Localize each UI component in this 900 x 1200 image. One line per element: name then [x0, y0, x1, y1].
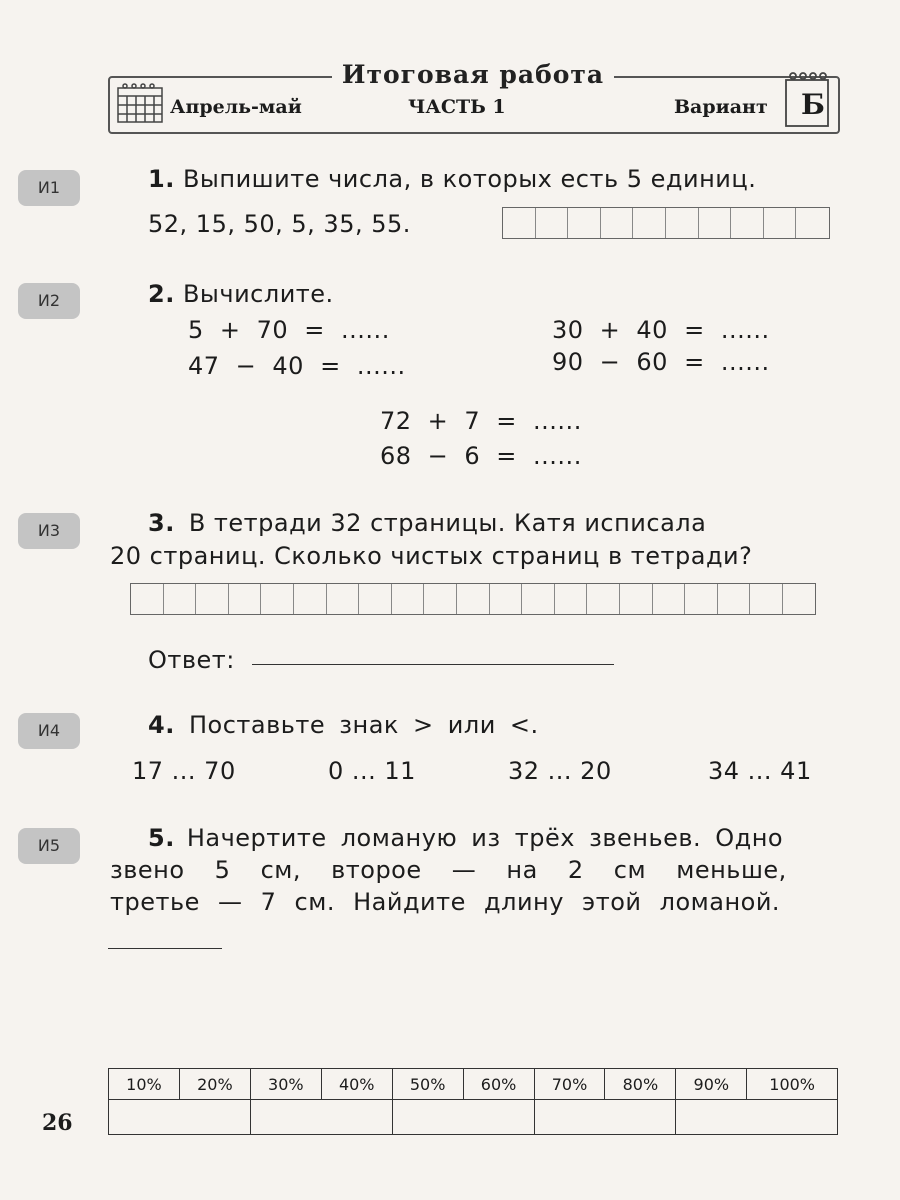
expression-center-1: 72 + 7 = ...... — [380, 407, 582, 435]
score-table — [108, 1068, 838, 1135]
answer-cell[interactable] — [653, 584, 686, 614]
score-percent-cell: 80% — [605, 1069, 676, 1100]
score-percent-cell: 10% — [109, 1069, 180, 1100]
answer-cell[interactable] — [555, 584, 588, 614]
task-4-text: Поставьте знак > или <. — [188, 711, 539, 739]
answer-cell[interactable] — [764, 208, 797, 238]
task-3-answer-grid[interactable] — [130, 583, 816, 615]
expression-right-2: 90 − 60 = ...... — [552, 348, 770, 376]
answer-cell[interactable] — [731, 208, 764, 238]
task-2-number: 2. — [148, 280, 175, 308]
calendar-icon — [116, 82, 164, 124]
part-label: ЧАСТЬ 1 — [408, 96, 506, 118]
score-percent-cell: 50% — [392, 1069, 463, 1100]
comparison-3: 32 ... 20 — [508, 757, 612, 785]
task-4-question — [148, 711, 539, 739]
answer-cell[interactable] — [536, 208, 569, 238]
score-table-mark-row — [109, 1100, 838, 1135]
score-mark-cell[interactable] — [109, 1100, 251, 1135]
answer-cell[interactable] — [633, 208, 666, 238]
task-5-text-line-3: третье — 7 см. Найдите длину этой ломаной. — [110, 888, 781, 916]
expression-right-1: 30 + 40 = ...... — [552, 316, 770, 344]
answer-cell[interactable] — [620, 584, 653, 614]
task-tag-4: И4 — [18, 713, 80, 749]
task-5-line-1 — [148, 824, 838, 852]
answer-cell[interactable] — [503, 208, 536, 238]
answer-line[interactable] — [252, 664, 614, 665]
task-2-text: Вычислите. — [182, 280, 334, 308]
score-mark-cell[interactable] — [676, 1100, 838, 1135]
task-2-question — [148, 280, 334, 308]
expression-left-2: 47 − 40 = ...... — [188, 352, 406, 380]
answer-cell[interactable] — [750, 584, 783, 614]
expression-center-2: 68 − 6 = ...... — [380, 442, 582, 470]
answer-cell[interactable] — [392, 584, 425, 614]
score-percent-cell: 90% — [676, 1069, 747, 1100]
answer-cell[interactable] — [568, 208, 601, 238]
score-percent-cell: 70% — [534, 1069, 605, 1100]
task-5-text-line-2: звено 5 см, второе — на 2 см меньше, — [110, 856, 787, 884]
page-title: Итоговая работа — [108, 60, 838, 89]
answer-cell[interactable] — [131, 584, 164, 614]
task-4-number: 4. — [148, 711, 175, 739]
task-3-text-line-2: 20 страниц. Сколько чистых страниц в тетради? — [110, 542, 753, 570]
task-1-answer-grid[interactable] — [502, 207, 830, 239]
score-percent-cell: 40% — [321, 1069, 392, 1100]
answer-cell[interactable] — [294, 584, 327, 614]
comparison-2: 0 ... 11 — [328, 757, 416, 785]
page-number: 26 — [42, 1110, 73, 1136]
task-3-line-1 — [148, 509, 838, 537]
task-tag-2: И2 — [18, 283, 80, 319]
answer-cell[interactable] — [229, 584, 262, 614]
answer-cell[interactable] — [424, 584, 457, 614]
comparison-4: 34 ... 41 — [708, 757, 812, 785]
period-label: Апрель-май — [170, 96, 302, 118]
answer-cell[interactable] — [490, 584, 523, 614]
answer-cell[interactable] — [796, 208, 829, 238]
answer-cell[interactable] — [164, 584, 197, 614]
task-1-text: Выпишите числа, в которых есть 5 единиц. — [182, 165, 757, 193]
score-mark-cell[interactable] — [250, 1100, 392, 1135]
header — [108, 60, 838, 132]
expression-left-1: 5 + 70 = ...... — [188, 316, 390, 344]
answer-cell[interactable] — [196, 584, 229, 614]
task-3-text-line-1: В тетради 32 страницы. Катя исписала — [188, 509, 707, 537]
answer-cell[interactable] — [327, 584, 360, 614]
score-mark-cell[interactable] — [534, 1100, 676, 1135]
answer-cell[interactable] — [522, 584, 555, 614]
score-table-header-row — [109, 1069, 838, 1100]
answer-cell[interactable] — [666, 208, 699, 238]
comparison-1: 17 ... 70 — [132, 757, 236, 785]
task-1-numbers: 52, 15, 50, 5, 35, 55. — [148, 210, 411, 238]
answer-cell[interactable] — [359, 584, 392, 614]
task-tag-3: И3 — [18, 513, 80, 549]
answer-cell[interactable] — [718, 584, 751, 614]
score-percent-cell: 60% — [463, 1069, 534, 1100]
answer-cell[interactable] — [783, 584, 816, 614]
variant-label: Вариант — [674, 96, 768, 118]
task-tag-5: И5 — [18, 828, 80, 864]
score-percent-cell: 30% — [250, 1069, 321, 1100]
task-3-number: 3. — [148, 509, 175, 537]
answer-cell[interactable] — [261, 584, 294, 614]
variant-letter: Б — [801, 88, 825, 121]
task-tag-1: И1 — [18, 170, 80, 206]
score-percent-cell: 100% — [747, 1069, 838, 1100]
answer-cell[interactable] — [601, 208, 634, 238]
task-5-text-line-1: Начертите ломаную из трёх звеньев. Одно — [186, 824, 784, 852]
score-percent-cell: 20% — [179, 1069, 250, 1100]
task-5-answer-line[interactable] — [108, 948, 222, 949]
answer-cell[interactable] — [587, 584, 620, 614]
answer-cell[interactable] — [457, 584, 490, 614]
answer-label: Ответ: — [148, 646, 235, 674]
answer-cell[interactable] — [685, 584, 718, 614]
task-1-question — [148, 165, 756, 193]
answer-cell[interactable] — [699, 208, 732, 238]
task-1-number: 1. — [148, 165, 175, 193]
score-mark-cell[interactable] — [392, 1100, 534, 1135]
task-5-number: 5. — [148, 824, 175, 852]
